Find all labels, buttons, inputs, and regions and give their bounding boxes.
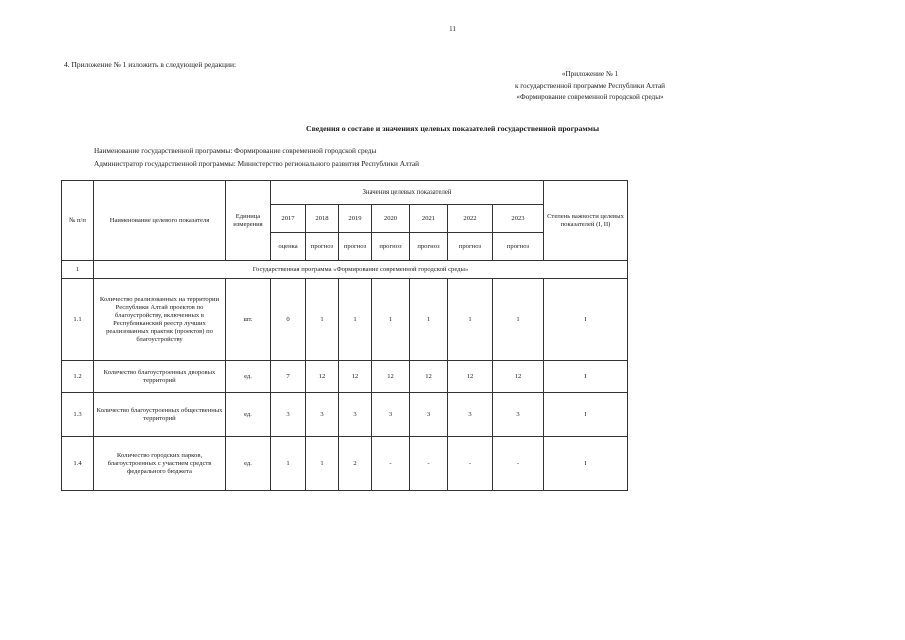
row-value: - — [410, 437, 448, 491]
row-value: 3 — [271, 393, 306, 437]
header-name: Наименование целевого показателя — [94, 181, 226, 261]
row-value: - — [372, 437, 410, 491]
value-type-cell: прогноз — [339, 233, 372, 261]
row-name: Количество благоустроенных общественных территорий — [94, 393, 226, 437]
row-value: 1 — [339, 279, 372, 361]
row-value: 3 — [306, 393, 339, 437]
appendix-header — [380, 69, 800, 104]
row-value: 1 — [448, 279, 493, 361]
year-cell: 2020 — [372, 205, 410, 233]
row-unit: ед. — [226, 393, 271, 437]
row-value: 1 — [410, 279, 448, 361]
row-num: 1.4 — [62, 437, 94, 491]
year-cell: 2023 — [493, 205, 544, 233]
table-row — [62, 361, 628, 393]
table-header-row-1 — [62, 181, 628, 205]
row-num: 1.1 — [62, 279, 94, 361]
row-name: Количество благоустроенных дворовых территорий — [94, 361, 226, 393]
table-row — [62, 393, 628, 437]
document-title: Сведения о составе и значениях целевых показателей государственной программы — [305, 124, 600, 133]
header-importance: Степень важности целевых показателей (I, II) — [544, 181, 628, 261]
table-row — [62, 279, 628, 361]
row-value: 3 — [372, 393, 410, 437]
page-number: 11 — [449, 25, 456, 33]
value-type-cell: оценка — [271, 233, 306, 261]
row-importance: I — [544, 361, 628, 393]
indicators-table — [61, 180, 628, 491]
row-unit: шт. — [226, 279, 271, 361]
appendix-line-2: к государственной программе Республики Алтай — [514, 81, 666, 90]
row-value: 1 — [271, 437, 306, 491]
year-cell: 2018 — [306, 205, 339, 233]
appendix-line-1: «Приложение № 1 — [561, 70, 619, 78]
year-cell: 2019 — [339, 205, 372, 233]
section-label: Государственная программа «Формирование современной городской среды» — [94, 261, 628, 279]
row-value: 12 — [339, 361, 372, 393]
row-value: 2 — [339, 437, 372, 491]
row-value: 12 — [410, 361, 448, 393]
row-importance: I — [544, 437, 628, 491]
row-value: 12 — [493, 361, 544, 393]
row-value: 7 — [271, 361, 306, 393]
program-administrator: Администратор государственной программы: Министерство регионального развития Республики Алтай — [94, 159, 420, 168]
header-num: № п/п — [62, 181, 94, 261]
row-value: 3 — [410, 393, 448, 437]
table-row — [62, 437, 628, 491]
row-value: 3 — [448, 393, 493, 437]
row-value: 1 — [306, 279, 339, 361]
row-num: 1.2 — [62, 361, 94, 393]
value-type-cell: прогноз — [448, 233, 493, 261]
row-value: 1 — [493, 279, 544, 361]
value-type-cell: прогноз — [493, 233, 544, 261]
row-name: Количество реализованных на территории Республики Алтай проектов по благоустройству, включенных в Республиканский реестр лучших реализованных практик (проектов) по благоустройству — [94, 279, 226, 361]
row-value: 1 — [306, 437, 339, 491]
header-values: Значения целевых показателей — [271, 181, 544, 205]
row-importance: I — [544, 393, 628, 437]
row-num: 1.3 — [62, 393, 94, 437]
appendix-line-3: «Формирование современной городской среды» — [516, 93, 664, 101]
row-importance: I — [544, 279, 628, 361]
header-unit: Единица измерения — [226, 181, 271, 261]
value-type-cell: прогноз — [306, 233, 339, 261]
year-cell: 2022 — [448, 205, 493, 233]
value-type-cell: прогноз — [410, 233, 448, 261]
row-value: 12 — [448, 361, 493, 393]
row-value: 12 — [372, 361, 410, 393]
value-type-cell: прогноз — [372, 233, 410, 261]
row-unit: ед. — [226, 437, 271, 491]
section-num: 1 — [62, 261, 94, 279]
row-value: 3 — [493, 393, 544, 437]
year-cell: 2021 — [410, 205, 448, 233]
row-value: - — [493, 437, 544, 491]
program-name: Наименование государственной программы: Формирование современной городской среды — [94, 146, 377, 155]
section-row — [62, 261, 628, 279]
row-value: 1 — [372, 279, 410, 361]
row-name: Количество городских парков, благоустроенных с участием средств федерального бюджета — [94, 437, 226, 491]
row-value: 0 — [271, 279, 306, 361]
row-unit: ед. — [226, 361, 271, 393]
row-value: 3 — [339, 393, 372, 437]
row-value: 12 — [306, 361, 339, 393]
year-cell: 2017 — [271, 205, 306, 233]
intro-text: 4. Приложение № 1 изложить в следующей редакции: — [64, 60, 237, 69]
row-value: - — [448, 437, 493, 491]
